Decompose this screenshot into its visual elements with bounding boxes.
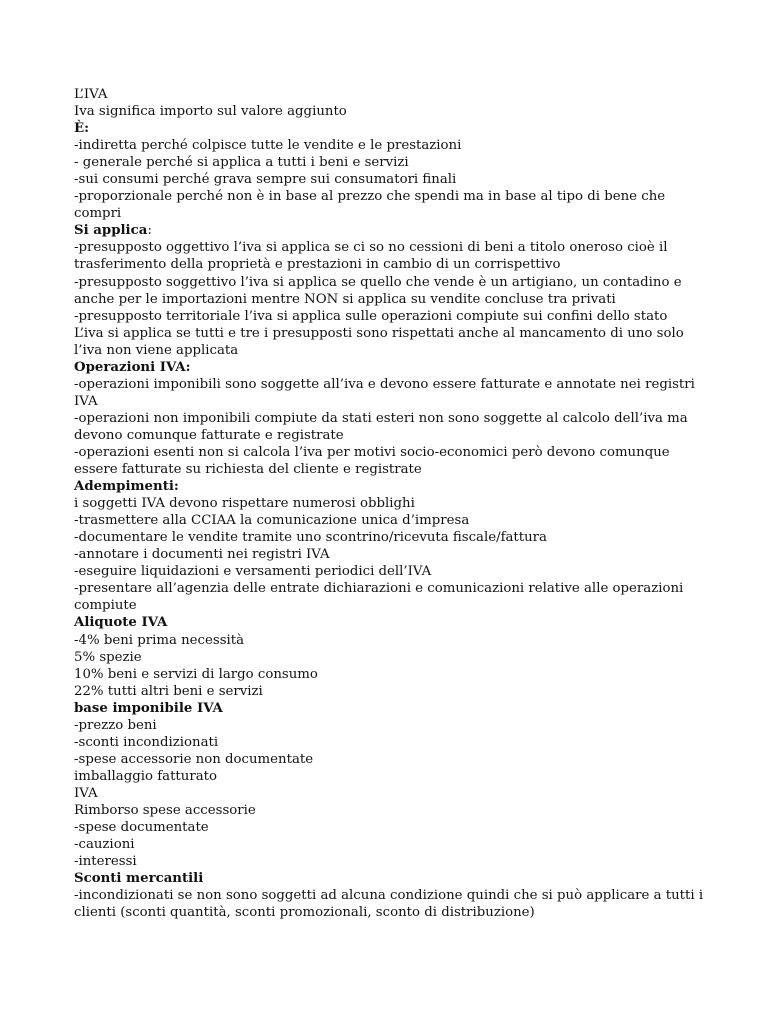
document-line: -documentare le vendite tramite uno scontrino/ricevuta fiscale/fattura — [74, 530, 547, 546]
document-line: -indiretta perché colpisce tutte le vendite e le prestazioni — [74, 138, 462, 154]
document-line: -spese accessorie non documentate — [74, 751, 314, 767]
section-heading: Sconti mercantili — [74, 871, 204, 887]
heading-suffix: : — [147, 223, 152, 239]
document-line: -operazioni imponibili sono soggette all’iva e devono essere fatturate e annotate nei registri IVA — [74, 376, 695, 409]
document-line: 10% beni e servizi di largo consumo — [74, 666, 318, 682]
document-line: -sui consumi perché grava sempre sui consumatori finali — [74, 172, 457, 188]
document-line: -trasmettere alla CCIAA la comunicazione unica d’impresa — [74, 513, 470, 529]
document-page — [74, 86, 714, 921]
document-line: L’IVA — [74, 87, 108, 102]
document-line: -presupposto oggettivo l’iva si applica se ci so no cessioni di beni a titolo oneroso cioè il trasferimento della proprietà e prestazioni in cambio di un corrispettivo — [74, 240, 668, 273]
document-line: L’iva si applica se tutti e tre i presupposti sono rispettati anche al mancamento di uno solo l’iva non viene applicata — [74, 325, 684, 358]
document-line: Rimborso spese accessorie — [74, 802, 256, 818]
document-line: -presupposto territoriale l’iva si applica sulle operazioni compiute sui confini dello stato — [74, 308, 668, 324]
document-line: -presentare all’agenzia delle entrate dichiarazioni e comunicazioni relative alle operazioni compiute — [74, 581, 684, 614]
document-line: 22% tutti altri beni e servizi — [74, 683, 263, 699]
document-line: 5% spezie — [74, 649, 142, 665]
document-line: -spese documentate — [74, 820, 209, 836]
document-line: -interessi — [74, 854, 137, 870]
document-line: -operazioni esenti non si calcola l’iva per motivi socio-economici però devono comunque essere fatturate su richiesta del cliente e registrate — [74, 444, 670, 478]
section-heading: Adempimenti: — [74, 479, 179, 495]
document-line: -operazioni non imponibili compiute da stati esteri non sono soggette al calcolo dell’iva ma devono comunque fatturate e registrate — [74, 410, 688, 443]
document-line: -cauzioni — [74, 837, 135, 853]
document-line: -presupposto soggettivo l’iva si applica se quello che vende è un artigiano, un contadino e anche per le importazioni mentre NON si applica su vendite concluse tra privati — [74, 274, 682, 307]
document-line: -incondizionati se non sono soggetti ad alcuna condizione quindi che si può applicare a tutti i clienti (sconti quantità, sconti promozionali, sconto di distribuzione) — [74, 888, 704, 921]
section-heading: È: — [74, 121, 90, 137]
document-line: -annotare i documenti nei registri IVA — [74, 547, 330, 563]
document-line: Iva significa importo sul valore aggiunto — [74, 104, 347, 120]
section-heading: Operazioni IVA: — [74, 359, 191, 375]
document-line: -sconti incondizionati — [74, 734, 219, 750]
section-heading: base imponibile IVA — [74, 700, 223, 716]
section-heading-line — [74, 222, 714, 239]
document-line: - generale perché si applica a tutti i beni e servizi — [74, 155, 409, 171]
document-line: i soggetti IVA devono rispettare numerosi obblighi — [74, 496, 415, 512]
document-line: -proporzionale perché non è in base al prezzo che spendi ma in base al tipo di bene che compri — [74, 189, 666, 222]
document-line: -4% beni prima necessità — [74, 632, 245, 648]
document-line: -eseguire liquidazioni e versamenti periodici dell’IVA — [74, 564, 432, 580]
document-line: imballaggio fatturato — [74, 768, 217, 784]
section-heading: Aliquote IVA — [74, 615, 168, 631]
document-line: -prezzo beni — [74, 717, 157, 733]
section-heading: Si applica — [74, 223, 148, 239]
document-line: IVA — [74, 785, 98, 801]
